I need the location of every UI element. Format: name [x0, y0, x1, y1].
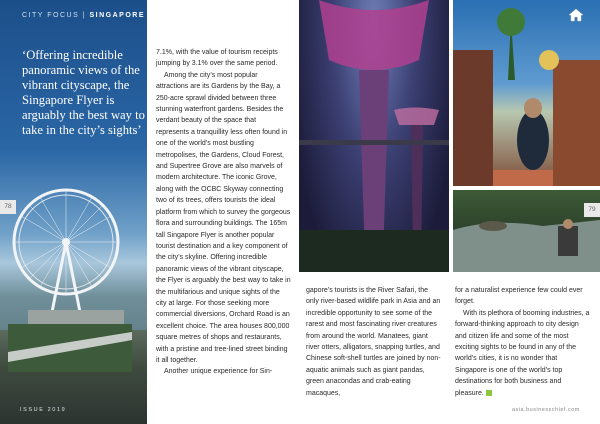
paragraph: gapore’s tourists is the River Safari, the only river-based wildlife park in Asia and an incredible opportunity to see some of the rarest and most fascinating river creatures from around the world. Manatees, giant river otters, alligators, snapping turtles, and Chinese soft-shell turtles are joined by non-aquatic animals such as giant pandas, green anacondas and crab-eating macaques, — [306, 287, 441, 397]
supertree-grove-photo — [299, 0, 449, 272]
section-separator: | — [82, 12, 87, 19]
home-icon[interactable] — [568, 8, 584, 22]
market-street-photo — [453, 0, 600, 186]
article-column-1 — [156, 47, 291, 378]
paragraph: for a naturalist experience few could ever forget. — [455, 287, 583, 306]
paragraph: Another unique experience for Sin- — [164, 368, 273, 376]
end-mark-icon — [486, 390, 492, 396]
river-safari-photo — [453, 190, 600, 272]
page-number-left: 78 — [0, 200, 16, 214]
subsection-name: SINGAPORE — [89, 12, 146, 19]
footer-url[interactable]: asia.businesschief.com — [512, 407, 580, 413]
paragraph-text: With its plethora of booming industries, a forward-thinking approach to city design and citizen life and some of the most exciting sights to be found in any of the world’s cities, it is no wonder that Singapore is one of the world’s top destinations for both business and pleasure. — [455, 309, 590, 397]
paragraph: Among the city’s most popular attractions are its Gardens by the Bay, a 250-acre sprawl divided between three stunning waterfront gardens. Besides the verdant beauty of the space that represents a tranquillity less often found in one of the world’s most bustling metropolises, the Gardens, Cloud Forest, and Supertree Grove are also marvels of modern architecture. The iconic Grove, along with the OCBC Skyway connecting two of its trees, offers tourists the ideal platform from which to survey the gorgeous flora and surrounding buildings. The 165m tall Singapore Flyer is another popular tourist destination and a key component of the city’s skyline. Offering incredible panoramic views of the vibrant cityscape, the Flyer is arguably the best way to take in the multifarious and unique sights of the city at large. For those seeking more commercial diversions, Orchard Road is an excellent choice. The area houses 800,000 square metres of shops and restaurants, with a pristine and tree-lined street binding it all together. — [156, 71, 291, 364]
article-column-2 — [306, 285, 442, 399]
footer-issue: ISSUE 2019 — [20, 407, 67, 413]
article-column-3 — [455, 285, 591, 399]
page-number-right: 79 — [584, 203, 600, 217]
paragraph — [455, 308, 591, 399]
left-photo-panel — [0, 0, 147, 424]
paragraph: 7.1%, with the value of tourism receipts jumping by 3.1% over the same period. — [156, 49, 278, 68]
pull-quote: ‘Offering incredible panoramic views of the vibrant cityscape, the Singapore Flyer is arguably the best way to take in the city’s sights’ — [22, 48, 145, 137]
ferris-wheel-illustration — [8, 172, 132, 372]
section-name: CITY FOCUS — [22, 12, 80, 19]
section-label — [22, 12, 145, 19]
